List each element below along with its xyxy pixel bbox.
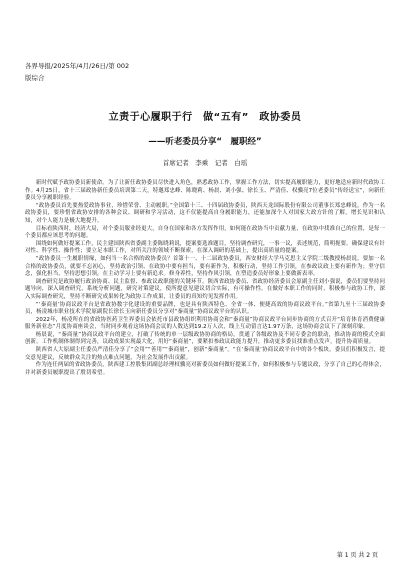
document-meta: [25, 60, 129, 84]
paragraph: 杨晨说，“秦商量”协商议政平台的建立，打破了传统的单一层级政协协商的格局，贯通了各级政协及不同专委会的联动，推动协商的模式全面创新。工作机制体制得到完善，议政成果实现最大化，用好“秦商量”，要紧扣参政议政能力提升，推动更多委员找准重点发声，提升协商质量。: [25, 331, 385, 346]
paragraph: 调查研究是政协履行政治协商、民主监督、参政议政职能的关键环节。陕西省政协委员、省政协经济委员会原副主任刘小强说，委员们要坚持问题导向，深入调查研究，系统分析问题，研究对策建议，使所提意见建议切合实际，有可操作性。在做好本职工作的同时，积极参与政协工作，深入实际调查研究，坚持不断研究成果转化为政协工作成果，让委员的真知灼见发挥作用。: [25, 278, 385, 300]
article-title: 立责于心履职于行 做“五有” 政协委员: [108, 112, 302, 123]
paragraph: 新时代赋予政协委员新使命。为了让新任政协委员尽快进入角色，熟悉政协工作，掌握工作方法，切实提高履职能力，更好地适应新时代政协工作。4月25日，省十三届政协新任委员培训第二天，特邀郑忠峰、陈晓莉、杨晨、刘小强、徐长玉、严清佳、权骥亮7位老委员“传经送宝”，向新任委员分享履职经验。: [25, 180, 385, 202]
paragraph: 陕西省人大原副主任委员严清佳分享了“会用”“善用”“秦商量”，创新“秦商量”。“在‘秦商量’协商议政平台中的各个板块，委员们积极发言，提交意见建议，反映群众关注的热点难点问题，为社会发展作出贡献。: [25, 347, 385, 361]
paragraph: 目标看陕西时，经济大局，对个委员服业经更大，自身在国家和各方发挥作用，如何能在政协当中贡献力量，在政协中找准自己的位置，是每一个委员都应该思考的问题。: [25, 225, 385, 240]
source-line: 各界导报/2025年/4月/26日/第 002: [25, 62, 130, 70]
paragraph: 作为连任两届的省政协委员，陕西建工控股集团副总经理权骥亮对新委员如何做好提案工作，如何积极参与专题议政，分享了自己的心得体会，并对新委员履职提出了殷切希望。: [25, 362, 385, 376]
paragraph: “政协委员首先要热爱政协事业，珍惜荣誉、主动履职。”全国第十三、十四届政协委员，陕西天龙国际股份有限公司董事长郑忠峰说，作为一名政协委员，要珍惜省政协安排的各种会议、调研和学习活动，这不仅能提高自身履职能力，还能加深个人对国家大政方针的了解，增长见识和认知，对个人能力是极大地提升。: [25, 202, 385, 224]
paragraph: “政协委员一生履职情缘，如何当一名合格的政协委员？首第十一、十二届政协委员，西安财经大学马克思主义学院二级教授杨晨说，要加一名合格的政协委员，就要不忘初心，坚持政治引领、在政协中要有担当，要有新作为，积极行动，坚持工作引领，在参政议政上要有新作为；坚守信念，强化担当，坚持思想引领，在主动学习上要有新追求。修身养性，坚持作风引领，在塑造委员好形象上要做新表率。: [25, 255, 385, 278]
section-line: 版综合: [25, 74, 45, 82]
article-byline: 首席记者 李乘 记者 白瑶: [162, 159, 248, 167]
paragraph: “‘秦商量’协商议政平台是省政协数字化建设的重要品牌，也是具有陕西特色、全省一体、便捷高效的协商议政平台。”省第九至十三届政协委员，杨凌城市职业技术学院原副院长徐长玉向新任委员分享对“秦商量”协商议政平台的认识。: [25, 301, 385, 316]
page-number: 第 1 页 共 2 页: [336, 552, 378, 559]
article-body: [25, 180, 385, 377]
paragraph: 围绕如何做好提案工作，民主建国陕西省委副主委陈晓莉说，提案要选准题目，坚持调查研究，一事一议，表述规范，简明扼要。确保建议有针对性、科学性、操作性；要立足本职工作，对所关注的领域不断探索，在深入调研的基础上，提出高质量的提案。: [25, 240, 385, 255]
paragraph: 2022年，杨凌所在的省政协医药卫生界委员会依托市县政协组织利用协商会和“秦商量”协商议政平台同步协商的方式召开“培育体育消费健康服务新业态”月度协商座谈会，当时同步观看这场协商会议的人数达到19.2万人次，线上互动留言达1.97万条，这场协商会议下了深刻印象。: [25, 316, 385, 331]
article-subtitle: ——听老委员分享“ 履职经”: [148, 137, 262, 147]
